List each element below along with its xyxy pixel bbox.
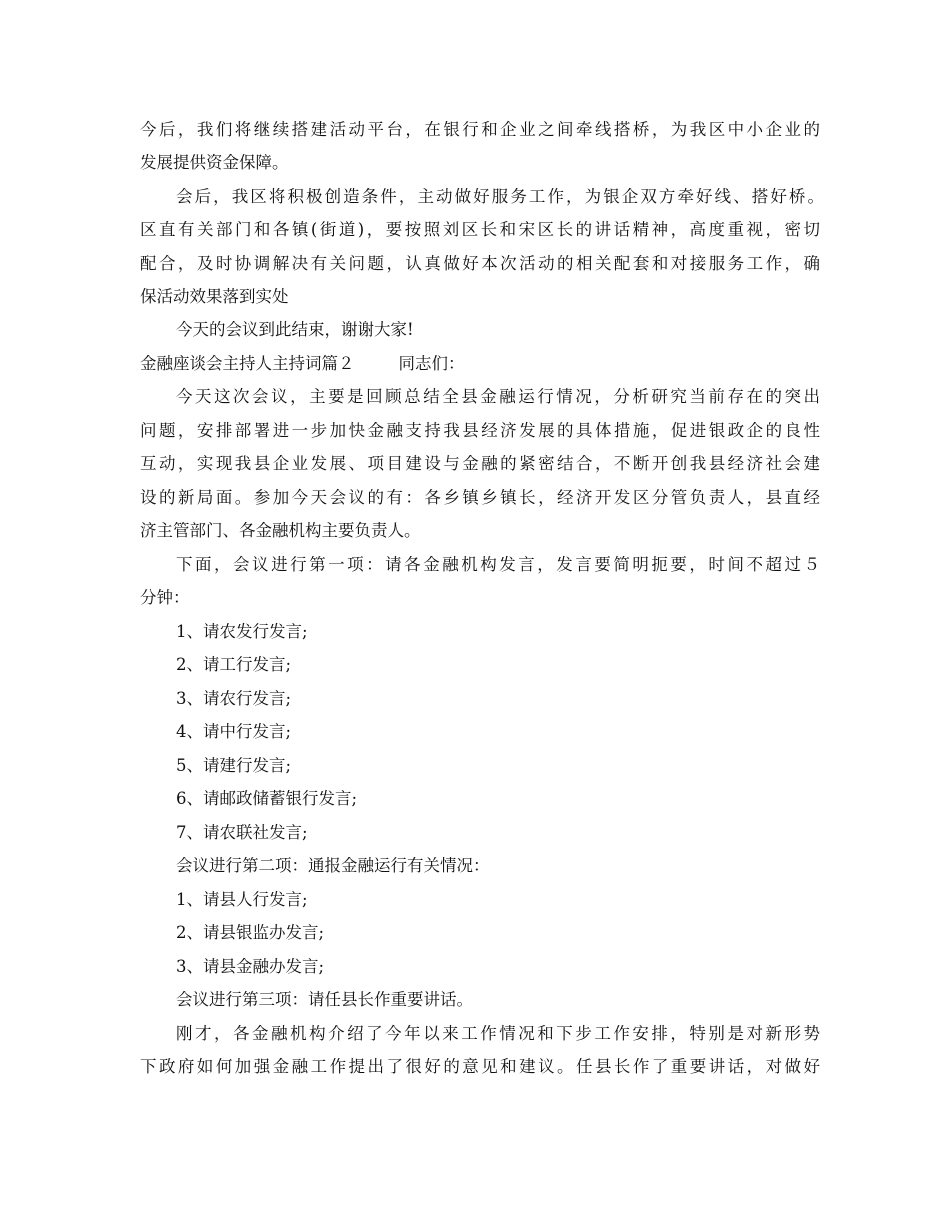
list-item: 3、请农行发言; — [176, 689, 292, 708]
paragraph-line: 配合，及时协调解决有关问题，认真做好本次活动的相关配套和对接服务工作，确 — [140, 254, 820, 273]
list-item: 2、请工行发言; — [176, 655, 292, 674]
paragraph-line: 今天这次会议，主要是回顾总结全县金融运行情况，分析研究当前存在的突出 — [176, 387, 820, 406]
section-title: 金融座谈会主持人主持词篇２ — [140, 354, 355, 373]
section-heading — [140, 353, 820, 375]
paragraph-line: 下面，会议进行第一项：请各金融机构发言，发言要简明扼要，时间不超过５ — [176, 555, 820, 574]
list-item: 7、请农联社发言; — [176, 823, 308, 842]
list-item: 6、请邮政储蓄银行发言; — [176, 789, 358, 808]
list-item: 5、请建行发言; — [176, 756, 292, 775]
paragraph-line: 分钟： — [140, 588, 190, 607]
list-item: 1、请农发行发言; — [176, 622, 308, 641]
paragraph-line: 设的新局面。参加今天会议的有：各乡镇乡镇长，经济开发区分管负责人，县直经 — [140, 488, 820, 507]
paragraph-line: 发展提供资金保障。 — [140, 153, 289, 172]
paragraph-line: 保活动效果落到实处 — [140, 287, 289, 306]
agenda-item: 会议进行第二项：通报金融运行有关情况： — [176, 856, 490, 875]
closing-line: 今天的会议到此结束，谢谢大家! — [176, 320, 414, 339]
list-item: 4、请中行发言; — [176, 722, 292, 741]
paragraph-line: 今后，我们将继续搭建活动平台，在银行和企业之间牵线搭桥，为我区中小企业的 — [140, 120, 820, 139]
agenda-item: 会议进行第三项：请任县长作重要讲话。 — [176, 990, 473, 1009]
paragraph-line: 会后，我区将积极创造条件，主动做好服务工作，为银企双方牵好线、搭好桥。 — [176, 187, 824, 206]
paragraph-line: 济主管部门、各金融机构主要负责人。 — [140, 521, 421, 540]
paragraph-line: 下政府如何加强金融工作提出了很好的意见和建议。任县长作了重要讲话，对做好 — [140, 1057, 820, 1076]
paragraph-line: 互动，实现我县企业发展、项目建设与金融的紧密结合，不断开创我县经济社会建 — [140, 454, 820, 473]
paragraph-line: 区直有关部门和各镇(街道)，要按照刘区长和宋区长的讲话精神，高度重视，密切 — [140, 220, 820, 239]
list-item: 3、请县金融办发言; — [176, 957, 325, 976]
salutation: 同志们： — [398, 354, 465, 373]
list-item: 2、请县银监办发言; — [176, 923, 325, 942]
list-item: 1、请县人行发言; — [176, 890, 308, 909]
paragraph-line: 问题，安排部署进一步加快金融支持我县经济发展的具体措施，促进银政企的良性 — [140, 421, 820, 440]
paragraph-line: 刚才，各金融机构介绍了今年以来工作情况和下步工作安排，特别是对新形势 — [176, 1024, 820, 1043]
